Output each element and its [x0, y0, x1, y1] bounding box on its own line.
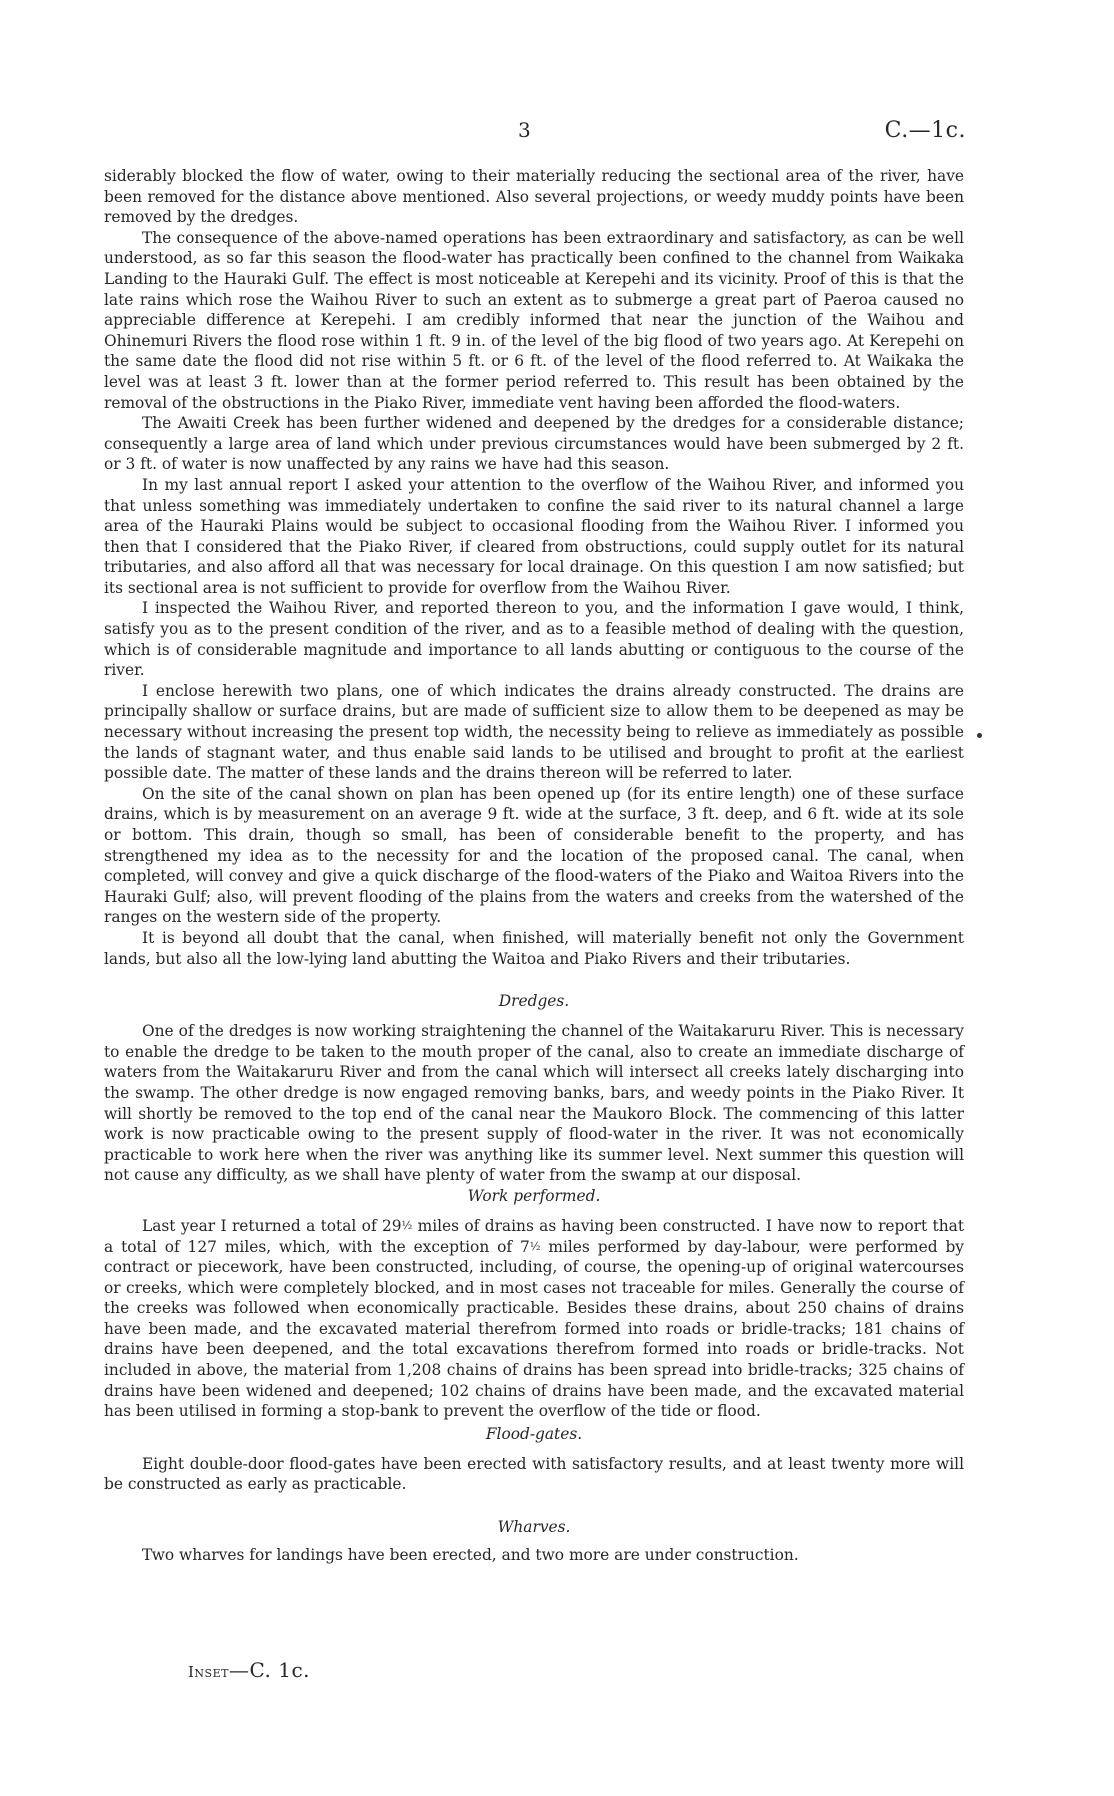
page-number: 3 [518, 118, 531, 142]
paragraph: The consequence of the above-named operations has been extraordinary and satisfactory, as can be well understood, as so far this season the flood-water has practically been confined to the channel from Waikaka Landing to the Hauraki Gulf. The effect is most noticeable at Kerepehi and its vicinity. Proof of this is that the late rains which rose the Waihou River to such an extent as to submerge a great part of Paeroa caused no appreciable difference at Kerepehi. I am credibly informed that near the junction of the Waihou and Ohinemuri Rivers the flood rose within 1 ft. 9 in. of the level of the big flood of two years ago. At Kerepehi on the same date the flood did not rise within 5 ft. or 6 ft. of the level of the flood referred to. At Waikaka the level was at least 3 ft. lower than at the former period referred to. This result has been obtained by the removal of the obstructions in the Piako River, immediate vent having been afforded the flood-waters. [104, 228, 964, 412]
inset-label: Inset [188, 1663, 229, 1681]
inset-reference [188, 1658, 310, 1682]
paragraph: siderably blocked the flow of water, owing to their materially reducing the sectional area of the river, have been removed for the distance above mentioned. Also several projections, or weedy muddy points have been removed by the dredges. [104, 167, 964, 227]
inset-code: —C. 1c. [228, 1658, 311, 1682]
paragraph: I inspected the Waihou River, and reported thereon to you, and the information I gave would, I think, satisfy you as to the present condition of the river, and as to a feasible method of dealing with the question, which is of considerable magnitude and importance to all lands abutting or contiguous to the course of the river. [104, 599, 964, 680]
paragraph: I enclose herewith two plans, one of which indicates the drains already constructed. The drains are principally shallow or surface drains, but are made of sufficient size to allow them to be deepened as may be necessary without increasing the present top width, the necessity being to relieve as immediately as possible the lands of stagnant water, and thus enable said lands to be utilised and brought to profit at the earliest possible date. The matter of these lands and the drains thereon will be referred to later. [104, 681, 964, 783]
paragraph: On the site of the canal shown on plan has been opened up (for its entire length) one of these surface drains, which is by measurement on an average 9 ft. wide at the surface, 3 ft. deep, and 6 ft. wide at its sole or bottom. This drain, though so small, has been of considerable benefit to the property, and has strengthened my idea as to the necessity for and the location of the proposed canal. The canal, when completed, will convey and give a quick discharge of the flood-waters of the Piako and Waitoa Rivers into the Hauraki Gulf; also, will prevent flooding of the plains from the waters and creeks from the watershed of the ranges on the western side of the property. [104, 784, 964, 927]
paragraph: In my last annual report I asked your attention to the overflow of the Waihou River, and informed you that unless something was immediately undertaken to confine the said river to its natural channel a large area of the Hauraki Plains would be subject to occasional flooding from the Waihou River. I informed you then that I considered that the Piako River, if cleared from obstructions, could supply outlet for its natural tributaries, and also afford all that was necessary for local drainage. On this question I am now satisfied; but its sectional area is not sufficient to provide for overflow from the Waihou River. [104, 475, 964, 597]
margin-mark [977, 733, 982, 738]
paragraph: It is beyond all doubt that the canal, when finished, will materially benefit not only the Government lands, but also all the low-lying land abutting the Waitoa and Piako Rivers and their tributaries. [104, 928, 964, 968]
section-heading-work-performed: Work performed. [467, 1186, 601, 1205]
work-performed-paragraph: Last year I returned a total of 29½ miles of drains as having been constructed. I have now to report that a total of 127 miles, which, with the exception of 7½ miles performed by day-labour, were performed by contract or piecework, have been constructed, including, of course, the opening-up of original watercourses or creeks, which were completely blocked, and in most cases not traceable for miles. Generally the course of the creeks was followed when economically practicable. Besides these drains, about 250 chains of drains have been made, and the excavated material therefrom formed into roads or bridle-tracks; 181 chains of drains have been deepened, and the total excavations therefrom formed into roads or bridle-tracks. Not included in above, the material from 1,208 chains of drains has been spread into bridle-tracks; 325 chains of drains have been widened and deepened; 102 chains of drains have been made, and the excavated material has been utilised in forming a stop-bank to prevent the overflow of the tide or flood. [104, 1216, 965, 1421]
paragraph: The Awaiti Creek has been further widened and deepened by the dredges for a considerable distance; consequently a large area of land which under previous circumstances would have been submerged by 2 ft. or 3 ft. of water is now unaffected by any rains we have had this season. [104, 414, 964, 474]
flood-gates-paragraph: Eight double-door flood-gates have been erected with satisfactory results, and at least twenty more will be constructed as early as practicable. [104, 1454, 964, 1494]
section-heading-dredges: Dredges. [498, 992, 570, 1011]
body-text [104, 166, 964, 1566]
wharves-paragraph: Two wharves for landings have been erected, and two more are under construction. [142, 1546, 799, 1565]
dredges-paragraph: One of the dredges is now working straightening the channel of the Waitakaruru River. This is necessary to enable the dredge to be taken to the mouth proper of the canal, also to create an immediate discharge of waters from the Waitakaruru River and from the canal which will intersect all creeks lately discharging into the swamp. The other dredge is now engaged removing banks, bars, and weedy points in the Piako River. It will shortly be removed to the top end of the canal near the Maukoro Block. The commencing of this latter work is now practicable owing to the present supply of flood-water in the river. It was not economically practicable to work here when the river was anything like its summer level. Next summer this question will not cause any difficulty, as we shall have plenty of water from the swamp at our disposal. [104, 1022, 964, 1185]
section-heading-flood-gates: Flood-gates. [485, 1424, 583, 1443]
document-code: C.—1c. [884, 118, 966, 143]
section-heading-wharves: Wharves. [497, 1518, 571, 1537]
